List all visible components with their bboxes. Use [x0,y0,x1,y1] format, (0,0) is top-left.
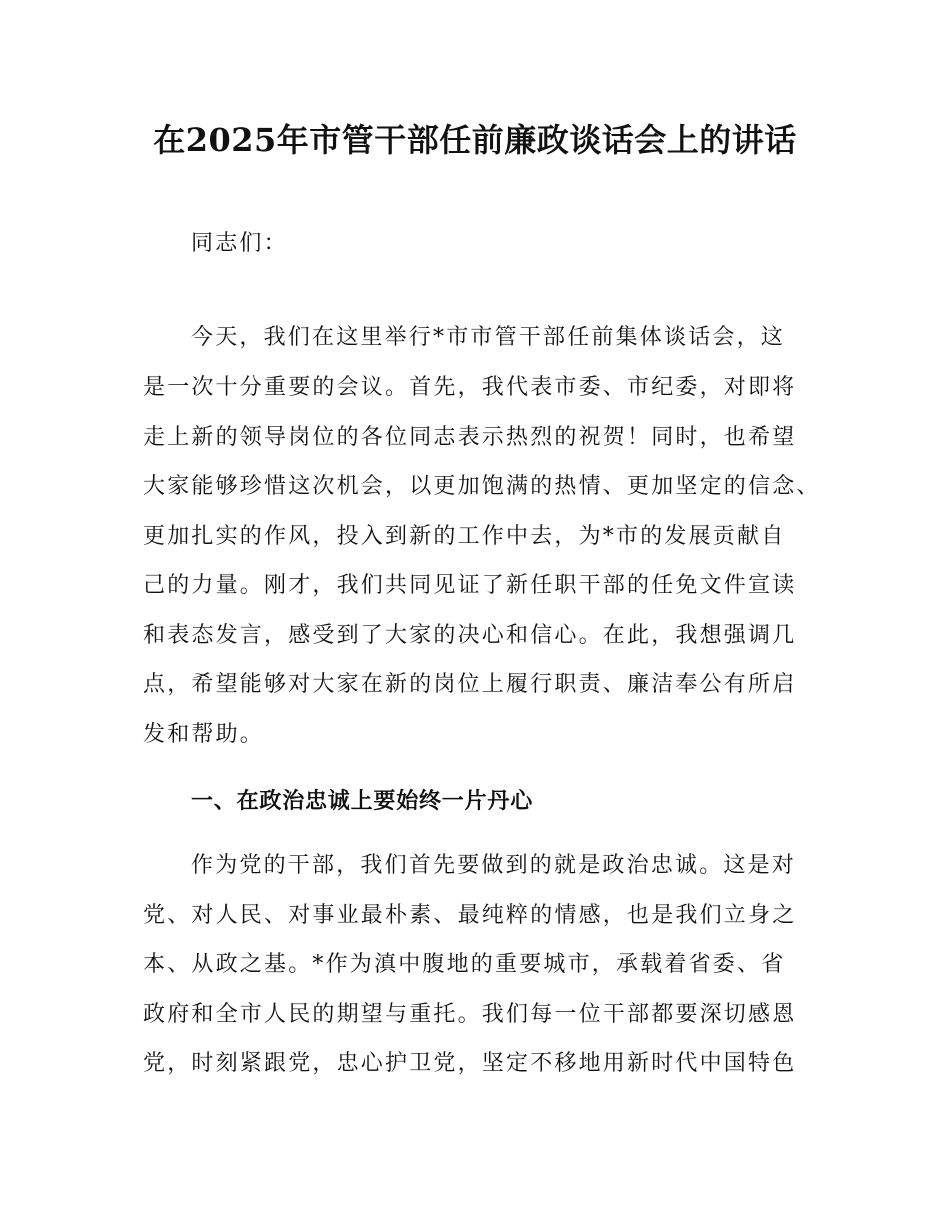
paragraph-line: 政府和全市人民的期望与重托。我们每一位干部都要深切感恩 [143,1002,797,1027]
paragraph-line: 点，希望能够对大家在新的岗位上履行职责、廉洁奉公有所启 [143,672,797,697]
paragraph-line: 是一次十分重要的会议。首先，我代表市委、市纪委，对即将 [143,375,797,400]
paragraph-line: 党，时刻紧跟党，忠心护卫党，坚定不移地用新时代中国特色 [143,1051,797,1076]
paragraph-line: 更加扎实的作风，投入到新的工作中去，为*市的发展贡献自 [143,524,786,549]
paragraph-line: 作为党的干部，我们首先要做到的就是政治忠诚。这是对 [191,853,797,878]
section-heading: 一、在政治忠诚上要始终一片丹心 [191,789,534,814]
salutation: 同志们： [191,231,288,256]
paragraph-line: 走上新的领导岗位的各位同志表示热烈的祝贺！同时，也希望 [143,425,797,450]
document-title: 在2025年市管干部任前廉政谈话会上的讲话 [153,121,797,159]
paragraph-line: 今天，我们在这里举行*市市管干部任前集体谈话会，这 [191,325,786,350]
paragraph-line: 和表态发言，感受到了大家的决心和信心。在此，我想强调几 [143,623,797,648]
paragraph-line: 党、对人民、对事业最朴素、最纯粹的情感，也是我们立身之 [143,903,797,928]
paragraph-line: 发和帮助。 [143,722,265,747]
paragraph-line: 本、从政之基。*作为滇中腹地的重要城市，承载着省委、省 [143,952,786,977]
paragraph-line: 己的力量。刚才，我们共同见证了新任职干部的任免文件宣读 [143,573,797,598]
paragraph-line: 大家能够珍惜这次机会，以更加饱满的热情、更加坚定的信念、 [143,474,821,499]
